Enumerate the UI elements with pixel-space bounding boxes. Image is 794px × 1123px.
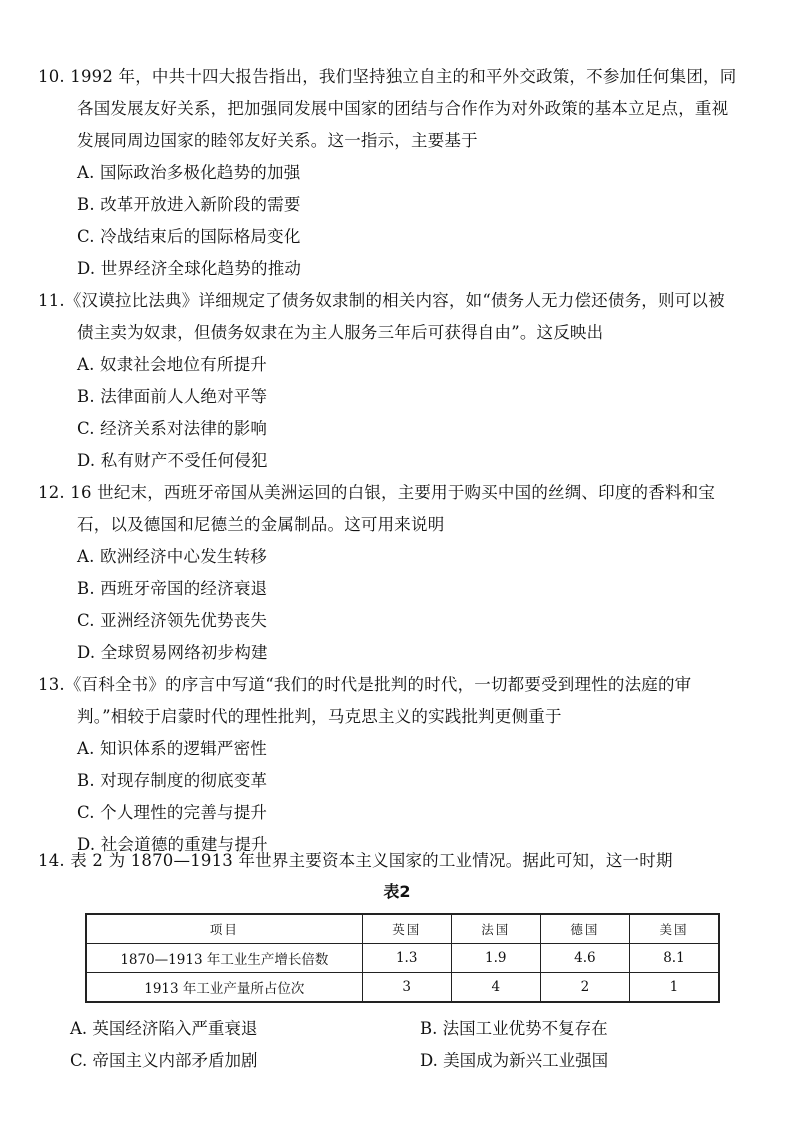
q12-stem-line-1: 12. 16 世纪末，西班牙帝国从美洲运回的白银，主要用于购买中国的丝绸、印度的香料和宝 xyxy=(38,483,716,502)
q10-stem-line-2: 各国发展友好关系，把加强同发展中国家的团结与合作作为对外政策的基本立足点，重视 xyxy=(77,99,729,118)
table-cell: 1.9 xyxy=(451,944,540,973)
q10-stem-line-1: 10. 1992 年，中共十四大报告指出，我们坚持独立自主的和平外交政策，不参加任何集团，同 xyxy=(38,67,737,86)
table-cell: 4.6 xyxy=(540,944,629,973)
industry-table xyxy=(85,913,720,1003)
q12-option-c: C. 亚洲经济领先优势丧失 xyxy=(77,611,268,630)
q12-option-d: D. 全球贸易网络初步构建 xyxy=(77,643,268,662)
q13-option-b: B. 对现存制度的彻底变革 xyxy=(77,771,268,790)
q14-option-c: C. 帝国主义内部矛盾加剧 xyxy=(70,1051,258,1070)
table-row xyxy=(86,973,719,1003)
row-label: 1913 年工业产量所占位次 xyxy=(86,973,362,1003)
table-cell: 4 xyxy=(451,973,540,1003)
q11-option-d: D. 私有财产不受任何侵犯 xyxy=(77,451,268,470)
q10-option-c: C. 冷战结束后的国际格局变化 xyxy=(77,227,301,246)
q13-stem-line-2: 判。”相较于启蒙时代的理性批判，马克思主义的实践批判更侧重于 xyxy=(77,707,562,726)
q14-option-b: B. 法国工业优势不复存在 xyxy=(420,1019,608,1038)
header-germany: 德国 xyxy=(540,914,629,944)
q13-option-a: A. 知识体系的逻辑严密性 xyxy=(77,739,268,758)
q12-option-a: A. 欧洲经济中心发生转移 xyxy=(77,547,268,566)
q14-option-d: D. 美国成为新兴工业强国 xyxy=(420,1051,609,1070)
q11-option-b: B. 法律面前人人绝对平等 xyxy=(77,387,268,406)
q13-option-d: D. 社会道德的重建与提升 xyxy=(77,835,268,854)
q10-option-a: A. 国际政治多极化趋势的加强 xyxy=(77,163,301,182)
q14-stem: 14. 表 2 为 1870—1913 年世界主要资本主义国家的工业情况。据此可知，这一时期 xyxy=(38,851,673,870)
q11-stem-line-2: 债主卖为奴隶，但债务奴隶在为主人服务三年后可获得自由”。这反映出 xyxy=(77,323,604,342)
table-cell: 3 xyxy=(362,973,451,1003)
table-header-row xyxy=(86,914,719,944)
q11-option-c: C. 经济关系对法律的影响 xyxy=(77,419,268,438)
table-cell: 1 xyxy=(629,973,719,1003)
table-cell: 8.1 xyxy=(629,944,719,973)
q12-option-b: B. 西班牙帝国的经济衰退 xyxy=(77,579,268,598)
header-france: 法国 xyxy=(451,914,540,944)
header-item: 项目 xyxy=(86,914,362,944)
header-usa: 美国 xyxy=(629,914,719,944)
table-row xyxy=(86,944,719,973)
q14-option-a: A. 英国经济陷入严重衰退 xyxy=(70,1019,258,1038)
table-cell: 2 xyxy=(540,973,629,1003)
header-britain: 英国 xyxy=(362,914,451,944)
q11-stem-line-1: 11.《汉谟拉比法典》详细规定了债务奴隶制的相关内容，如“债务人无力偿还债务，则可以被 xyxy=(38,291,725,310)
q11-option-a: A. 奴隶社会地位有所提升 xyxy=(77,355,268,374)
q13-stem-line-1: 13.《百科全书》的序言中写道“我们的时代是批判的时代，一切都要受到理性的法庭的审 xyxy=(38,675,692,694)
q13-option-c: C. 个人理性的完善与提升 xyxy=(77,803,268,822)
table-caption: 表2 xyxy=(383,882,411,901)
table-cell: 1.3 xyxy=(362,944,451,973)
q10-stem-line-3: 发展同周边国家的睦邻友好关系。这一指示，主要基于 xyxy=(77,131,478,150)
q10-option-b: B. 改革开放进入新阶段的需要 xyxy=(77,195,301,214)
q10-option-d: D. 世界经济全球化趋势的推动 xyxy=(77,259,302,278)
row-label: 1870—1913 年工业生产增长倍数 xyxy=(86,944,362,973)
q12-stem-line-2: 石，以及德国和尼德兰的金属制品。这可用来说明 xyxy=(77,515,445,534)
